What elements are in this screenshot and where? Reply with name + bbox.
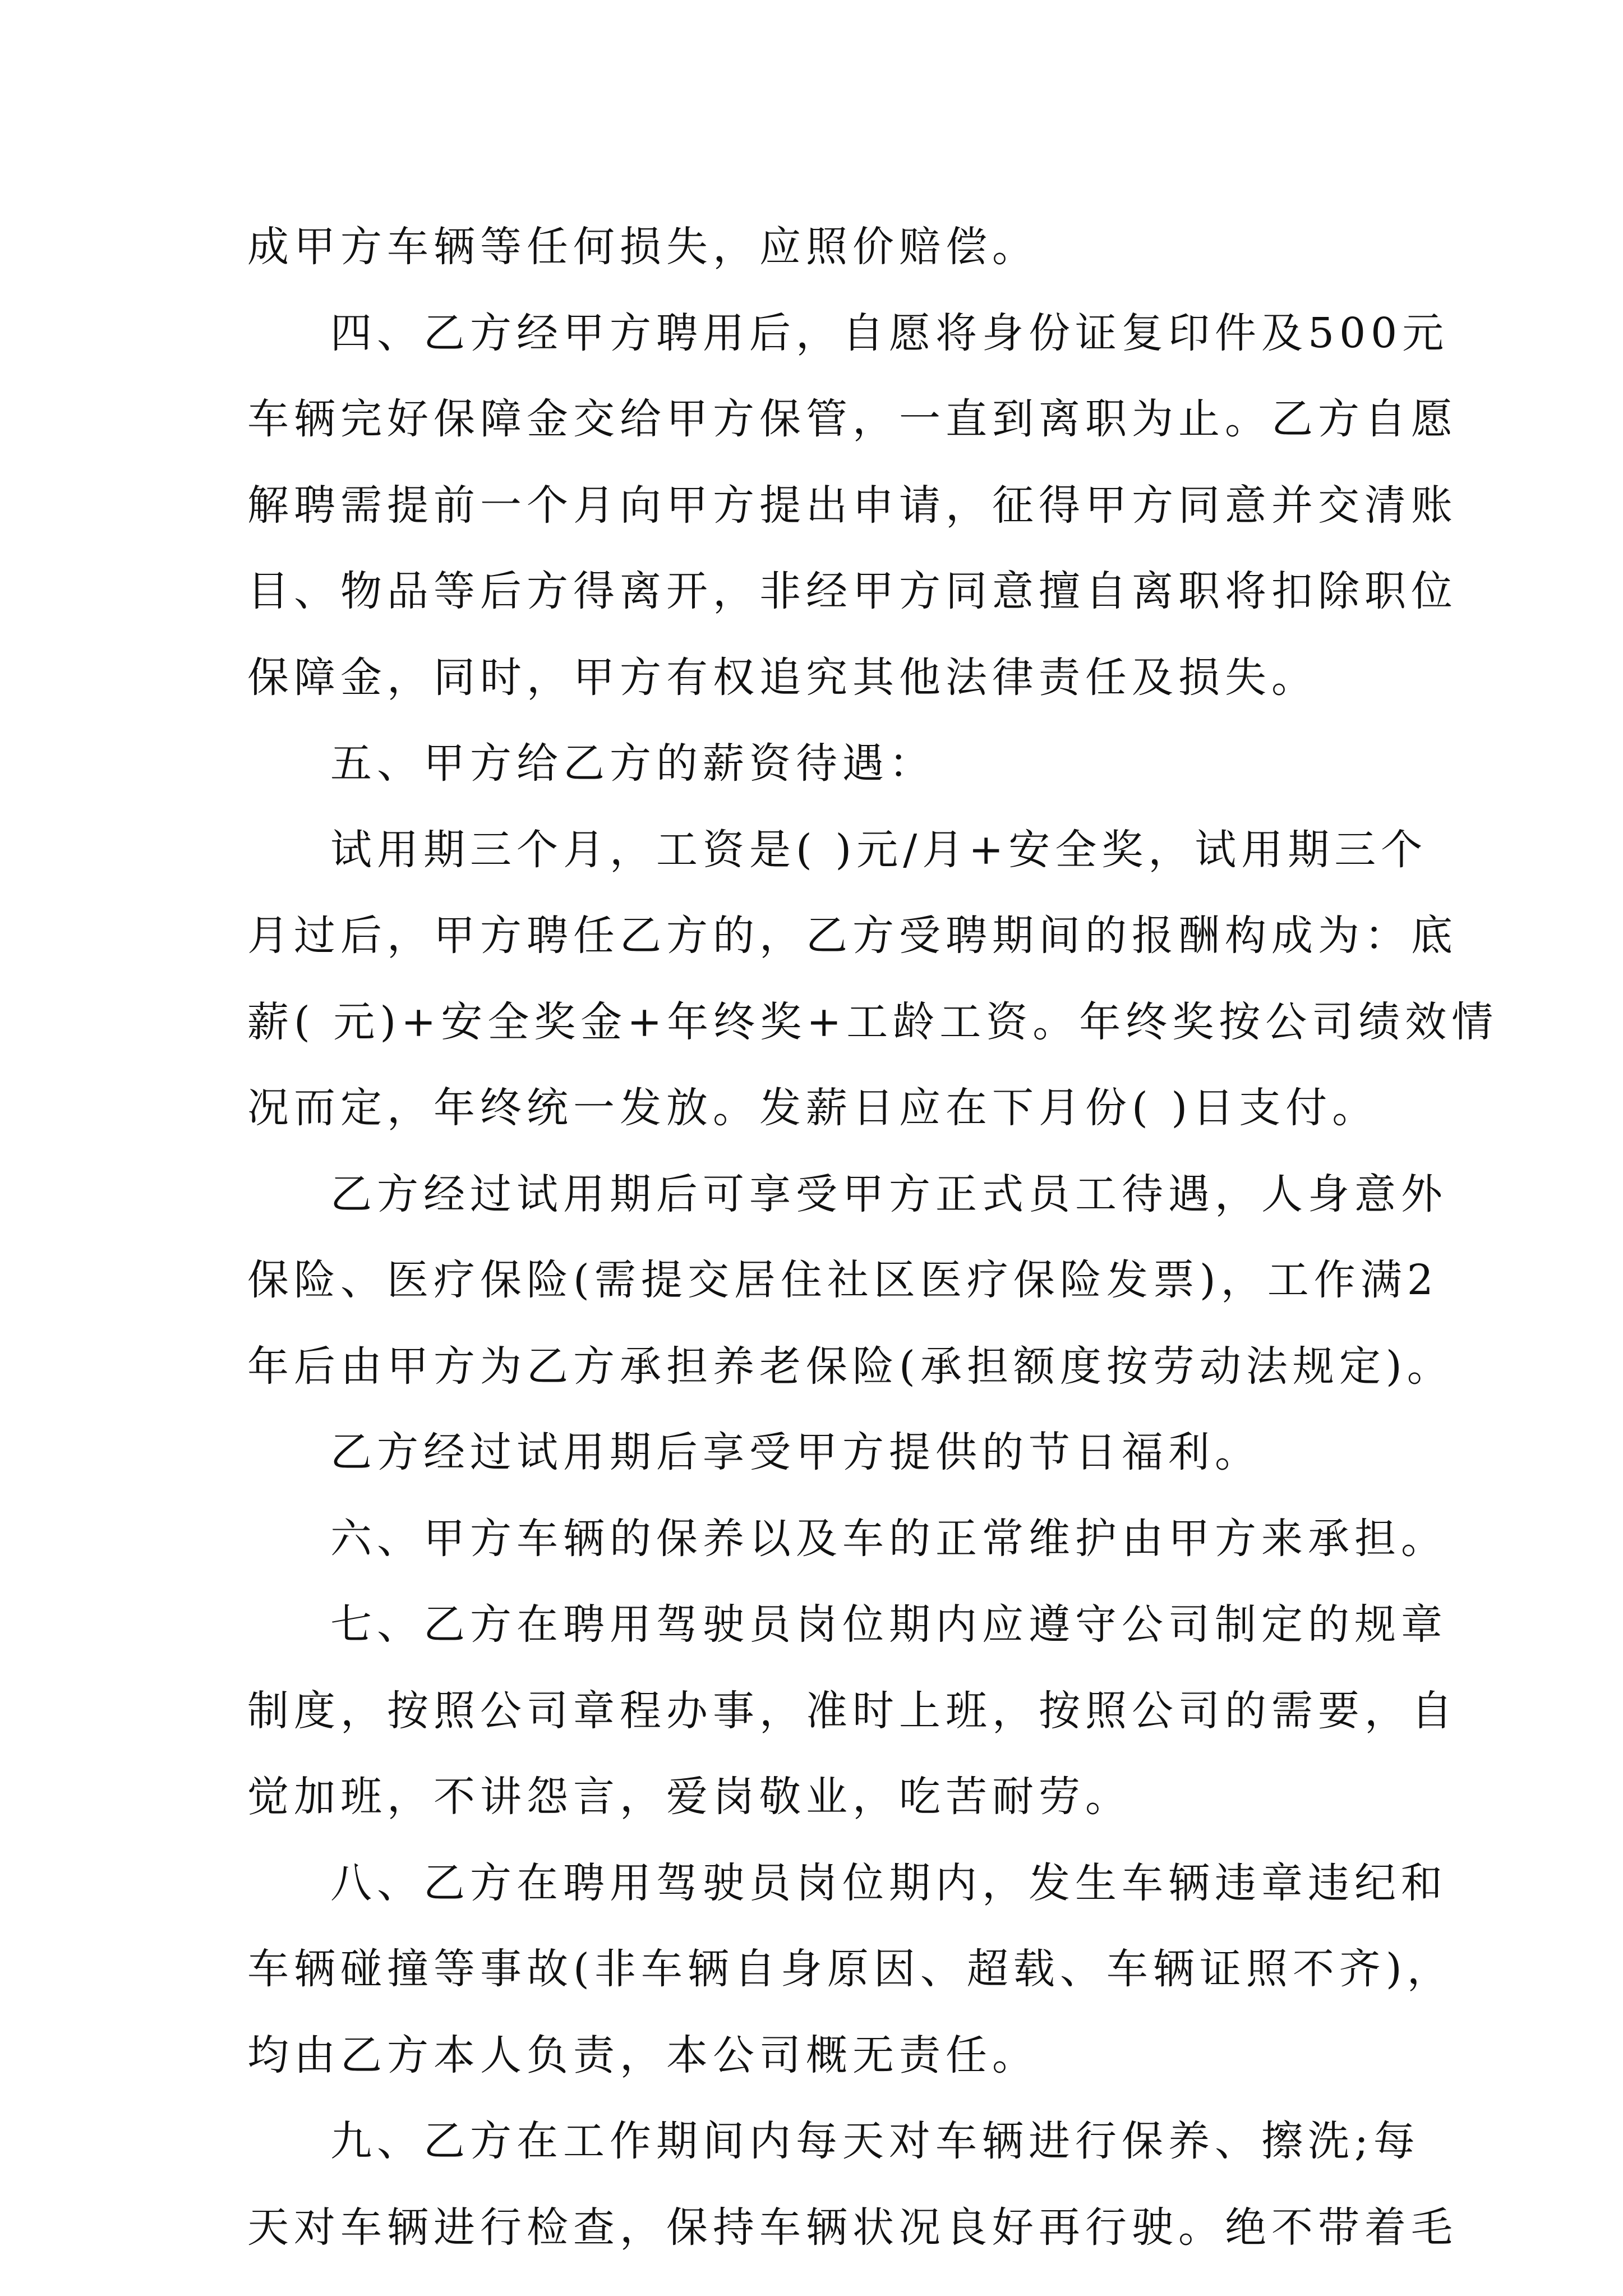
text-line: 保险、医疗保险(需提交居住社区医疗保险发票)，工作满2 [247,1256,1438,1304]
text-line: 六、甲方车辆的保养以及车的正常维护由甲方来承担。 [330,1514,1447,1563]
text-line: 车辆碰撞等事故(非车辆自身原因、超载、车辆证照不齐)， [247,1945,1454,1993]
text-line: 车辆完好保障金交给甲方保管，一直到离职为止。乙方自愿 [247,395,1458,443]
text-line: 觉加班，不讲怨言，爱岗敬业，吃苦耐劳。 [247,1773,1132,1821]
contract-body [247,204,1498,2271]
text-line: 均由乙方本人负责，本公司概无责任。 [247,2031,1039,2079]
text-line: 月过后，甲方聘任乙方的，乙方受聘期间的报酬构成为：底 [247,912,1458,960]
text-line: 解聘需提前一个月向甲方提出申请，征得甲方同意并交清账 [247,481,1458,530]
text-line: 目、物品等后方得离开，非经甲方同意擅自离职将扣除职位 [247,567,1458,615]
text-line: 九、乙方在工作期间内每天对车辆进行保养、擦洗;每 [330,2117,1420,2165]
text-line: 制度，按照公司章程办事，准时上班，按照公司的需要，自 [247,1686,1458,1735]
text-line: 天对车辆进行检查，保持车辆状况良好再行驶。绝不带着毛 [247,2203,1458,2252]
text-line: 乙方经过试用期后享受甲方提供的节日福利。 [330,1428,1261,1476]
text-line: 况而定，年终统一发放。发薪日应在下月份( )日支付。 [247,1084,1379,1132]
text-line: 八、乙方在聘用驾驶员岗位期内，发生车辆违章违纪和 [330,1858,1447,1907]
text-line: 保障金，同时，甲方有权追究其他法律责任及损失。 [247,653,1318,702]
text-line: 五、甲方给乙方的薪资待遇： [330,739,935,788]
text-line: 薪( 元)+安全奖金+年终奖+工龄工资。年终奖按公司绩效情 [247,997,1498,1046]
text-line: 试用期三个月，工资是( )元/月+安全奖，试用期三个 [330,825,1428,874]
text-line: 乙方经过试用期后可享受甲方正式员工待遇，人身意外 [330,1170,1447,1218]
text-line: 七、乙方在聘用驾驶员岗位期内应遵守公司制定的规章 [330,1600,1447,1649]
text-line: 年后由甲方为乙方承担养老保险(承担额度按劳动法规定)。 [247,1342,1454,1391]
text-line: 四、乙方经甲方聘用后，自愿将身份证复印件及500元 [330,309,1449,357]
text-line: 成甲方车辆等任何损失，应照价赔偿。 [247,223,1039,271]
